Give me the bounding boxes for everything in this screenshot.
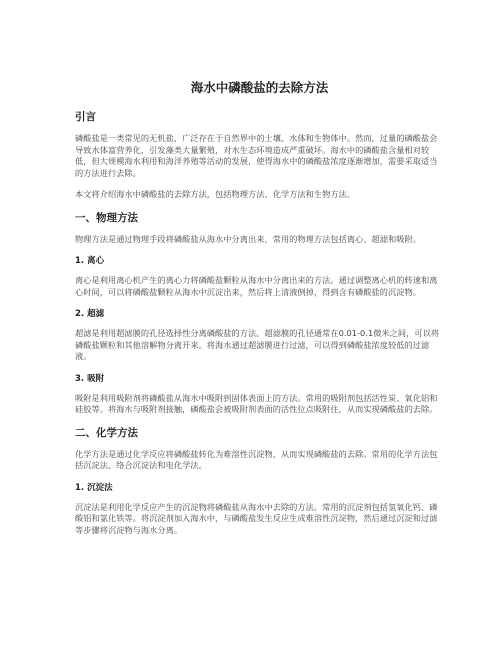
intro-paragraph-2: 本文将介绍海水中磷酸盐的去除方法，包括物理方法、化学方法和生物方法。 xyxy=(75,189,356,199)
document-title: 海水中磷酸盐的去除方法 xyxy=(190,80,329,95)
physical-intro-paragraph: 物理方法是通过物理手段将磷酸盐从海水中分离出来，常用的物理方法包括离心、超滤和吸附。 xyxy=(75,233,421,244)
ultrafiltration-paragraph: 超滤是利用超滤膜的孔径选择性分离磷酸盐的方法。超滤膜的孔径通常在0.01-0.1微米之间，可以将磷酸盐颗粒和其他溶解物分离开来。将海水通过超滤膜进行过滤，可以得到磷酸盐浓度较低的过滤液。 xyxy=(75,328,440,361)
adsorption-paragraph: 吸附是利用吸附剂将磷酸盐从海水中吸附到固体表面上的方法。常用的吸附剂包括活性炭、氧化铝和硅胶等。将海水与吸附剂接触，磷酸盐会被吸附剂表面的活性位点吸附住，从而实现磷酸盐的去除。 xyxy=(75,392,438,414)
precipitation-paragraph: 沉淀法是利用化学反应产生的沉淀物将磷酸盐从海水中去除的方法。常用的沉淀剂包括氢氧化钙、磷酸铝和氯化铁等。将沉淀剂加入海水中，与磷酸盐发生反应生成难溶性沉淀物，然后通过沉淀和过滤等步骤将沉淀物与海水分离。 xyxy=(75,501,438,535)
chemical-intro-paragraph: 化学方法是通过化学反应将磷酸盐转化为难溶性沉淀物，从而实现磷酸盐的去除。常用的化学方法包括沉淀法、络合沉淀法和电化学法。 xyxy=(75,448,438,470)
subheading-ultrafiltration: 2. 超滤 xyxy=(75,309,105,319)
centrifuge-paragraph: 离心是利用离心机产生的离心力将磷酸盐颗粒从海水中分离出来的方法。通过调整离心机的转速和离心时间，可以将磷酸盐颗粒从海水中沉淀出来，然后将上清液倒掉，得到含有磷酸盐的沉淀物。 xyxy=(75,275,438,297)
section-heading-chemical: 二、化学方法 xyxy=(75,426,138,439)
subheading-precipitation: 1. 沉淀法 xyxy=(75,482,113,493)
subheading-adsorption: 3. 吸附 xyxy=(75,373,105,384)
intro-paragraph-1: 磷酸盐是一类常见的无机盐，广泛存在于自然界中的土壤、水体和生物体中。然而，过量的磷酸盐会导致水体富营养化，引发藻类大量繁殖，对水生态环境造成严重破坏。海水中的磷酸盐含量相对较低，但大规模海水利用和海洋养殖等活动的发展，使得海水中的磷酸盐浓度逐渐增加，需要采取适当的方法进行去除。 xyxy=(75,133,438,178)
section-heading-intro: 引言 xyxy=(75,111,96,123)
section-heading-physical: 一、物理方法 xyxy=(75,211,138,224)
subheading-centrifuge: 1. 离心 xyxy=(75,256,105,266)
